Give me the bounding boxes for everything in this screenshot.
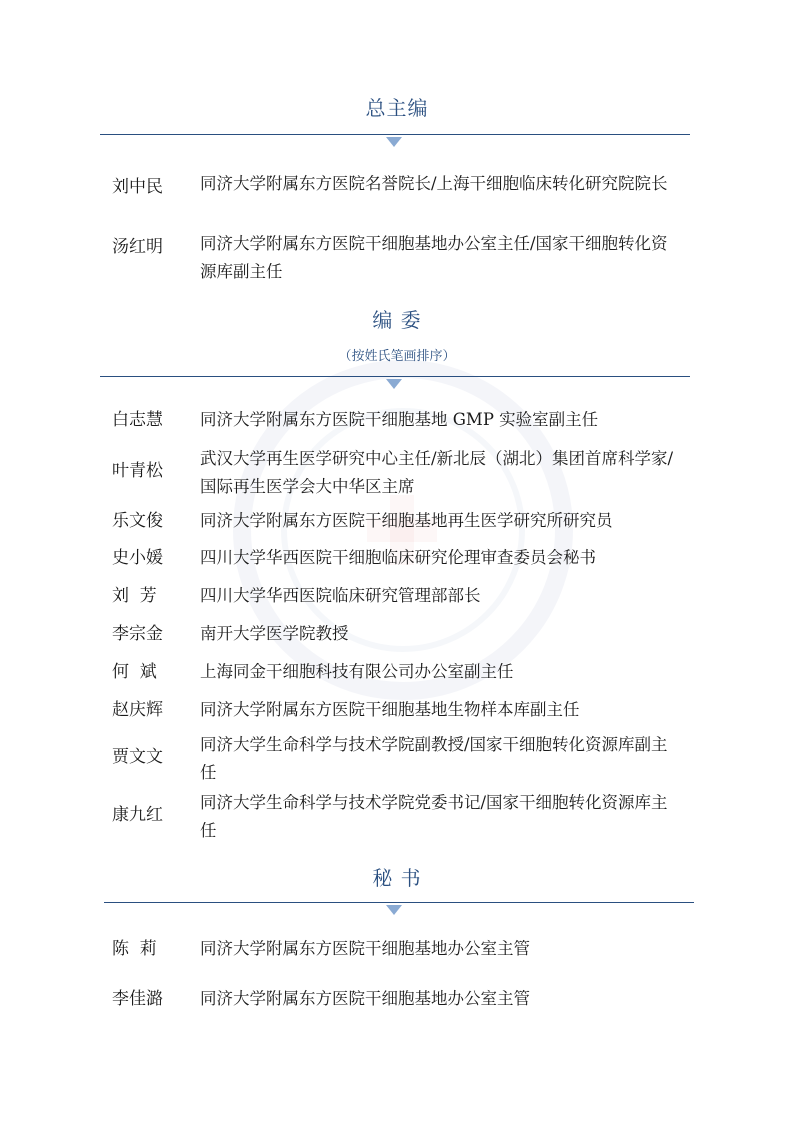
section-title-chief-editor: 总主编 xyxy=(365,96,429,120)
section-divider xyxy=(100,134,690,135)
person-role: 同济大学附属东方医院干细胞基地生物样本库副主任 xyxy=(200,700,580,719)
person-name: 史小媛 xyxy=(112,548,163,568)
person-role: 同济大学生命科学与技术学院党委书记/国家干细胞转化资源库主任 xyxy=(200,793,668,840)
person-role: 同济大学附属东方医院干细胞基地办公室主管 xyxy=(200,939,530,958)
person-name: 刘中民 xyxy=(112,177,163,197)
divider-triangle-icon xyxy=(386,137,402,147)
section-title-editorial-board: 编 委 xyxy=(372,308,422,332)
person-role: 武汉大学再生医学研究中心主任/新北辰（湖北）集团首席科学家/国际再生医学会大中华区主席 xyxy=(200,449,674,496)
person-role: 同济大学附属东方医院干细胞基地再生医学研究所研究员 xyxy=(200,511,613,530)
person-name: 贾文文 xyxy=(112,747,163,767)
person-name: 陈 莉 xyxy=(112,939,157,959)
section-subtitle: （按姓氏笔画排序） xyxy=(338,349,456,364)
person-role: 上海同金干细胞科技有限公司办公室副主任 xyxy=(200,662,514,681)
section-divider xyxy=(104,902,694,903)
person-name: 赵庆辉 xyxy=(112,700,163,720)
divider-triangle-icon xyxy=(386,905,402,915)
person-role: 南开大学医学院教授 xyxy=(200,624,349,643)
person-name: 李佳潞 xyxy=(112,989,163,1009)
section-title-secretary: 秘 书 xyxy=(372,866,422,890)
person-role: 同济大学附属东方医院名誉院长/上海干细胞临床转化研究院院长 xyxy=(200,174,668,193)
person-name: 白志慧 xyxy=(112,410,163,430)
person-name: 刘 芳 xyxy=(112,586,157,606)
person-role: 同济大学附属东方医院干细胞基地办公室主任/国家干细胞转化资源库副主任 xyxy=(200,234,668,281)
person-name: 乐文俊 xyxy=(112,511,163,531)
person-name: 李宗金 xyxy=(112,624,163,644)
person-name: 汤红明 xyxy=(112,237,163,257)
person-name: 叶青松 xyxy=(112,461,163,481)
person-name: 何 斌 xyxy=(112,662,157,682)
person-role: 同济大学附属东方医院干细胞基地办公室主管 xyxy=(200,989,530,1008)
person-name: 康九红 xyxy=(112,805,163,825)
section-divider xyxy=(100,376,690,377)
person-role: 四川大学华西医院临床研究管理部部长 xyxy=(200,586,481,605)
person-role: 四川大学华西医院干细胞临床研究伦理审查委员会秘书 xyxy=(200,548,596,567)
person-role: 同济大学生命科学与技术学院副教授/国家干细胞转化资源库副主任 xyxy=(200,735,668,782)
person-role: 同济大学附属东方医院干细胞基地 GMP 实验室副主任 xyxy=(200,410,599,429)
divider-triangle-icon xyxy=(386,379,402,389)
